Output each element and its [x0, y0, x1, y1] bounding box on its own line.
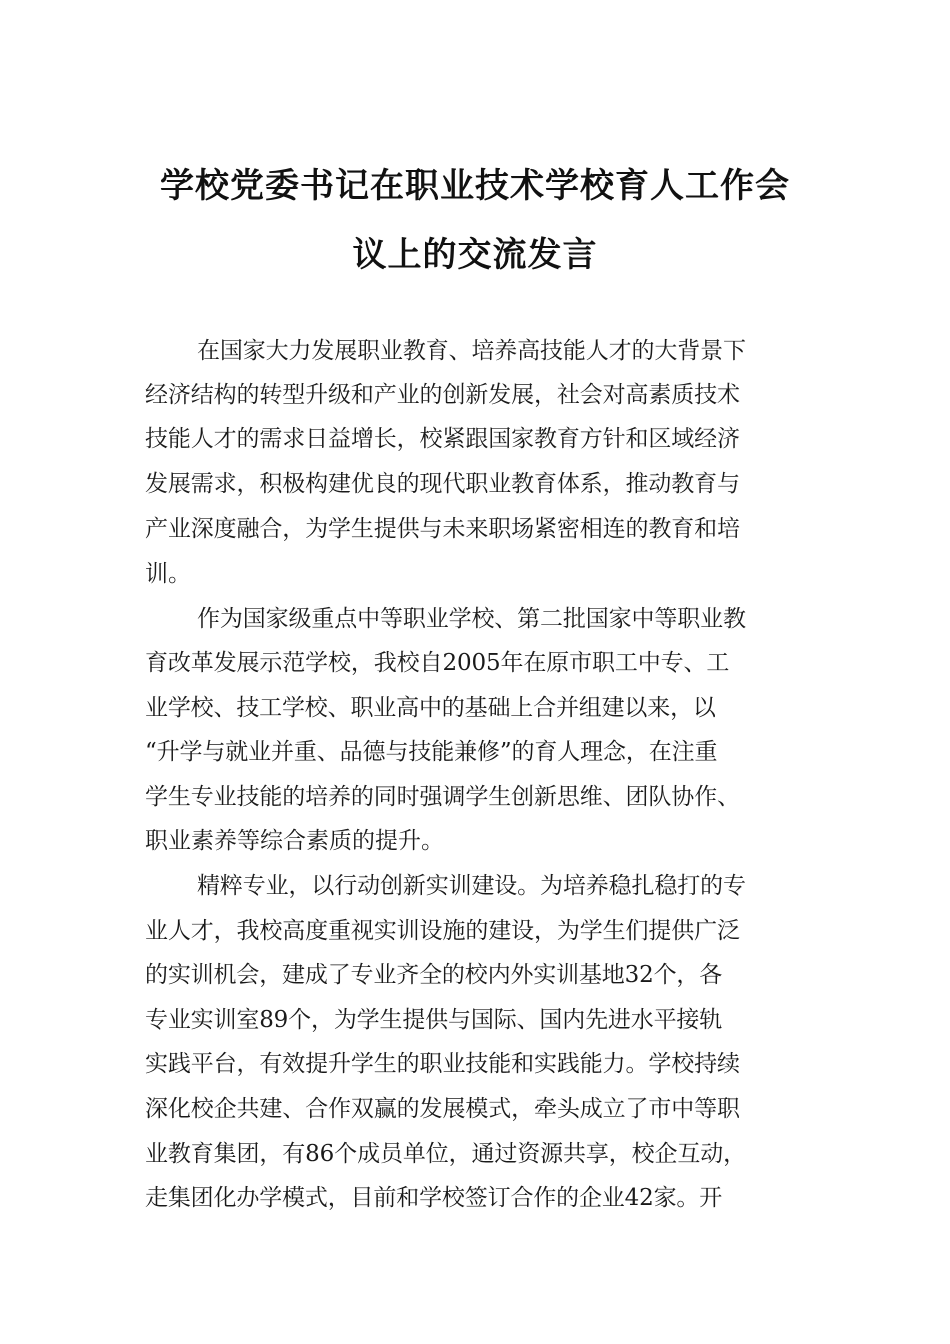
- paragraph-2-line-6: 职业素养等综合素质的提升。: [145, 828, 444, 854]
- paragraph-2-line-3: 业学校、技工学校、职业高中的基础上合并组建以来，以: [145, 695, 716, 721]
- paragraph-3-line-8: 走集团化办学模式，目前和学校签订合作的企业42家。开: [145, 1185, 723, 1211]
- paragraph-2-line-4: “升学与就业并重、品德与技能兼修”的育人理念，在注重: [145, 739, 718, 765]
- paragraph-2-line-5: 学生专业技能的培养的同时强调学生创新思维、团队协作、: [145, 784, 740, 810]
- paragraph-3-line-3: 的实训机会，建成了专业齐全的校内外实训基地32个，各: [145, 962, 723, 988]
- paragraph-2-line-1: 作为国家级重点中等职业学校、第二批国家中等职业教: [197, 606, 746, 632]
- paragraph-3-line-6: 深化校企共建、合作双赢的发展模式，牵头成立了市中等职: [145, 1096, 740, 1122]
- paragraph-1-line-5: 产业深度融合，为学生提供与未来职场紧密相连的教育和培: [145, 516, 740, 542]
- paragraph-3-line-5: 实践平台，有效提升学生的职业技能和实践能力。学校持续: [145, 1051, 740, 1077]
- document-title-line-1: 学校党委书记在职业技术学校育人工作会: [160, 166, 790, 206]
- document-title-line-2: 议上的交流发言: [352, 235, 598, 275]
- paragraph-3-line-4: 专业实训室89个，为学生提供与国际、国内先进水平接轨: [145, 1007, 723, 1033]
- paragraph-1-line-6: 训。: [145, 561, 191, 587]
- paragraph-1-line-1: 在国家大力发展职业教育、培养高技能人才的大背景下: [197, 338, 746, 364]
- paragraph-2-line-2: 育改革发展示范学校，我校自2005年在原市职工中专、工: [145, 650, 730, 676]
- paragraph-3-line-7: 业教育集团，有86个成员单位，通过资源共享，校企互动，: [145, 1141, 747, 1167]
- paragraph-1-line-2: 经济结构的转型升级和产业的创新发展，社会对高素质技术: [145, 382, 740, 408]
- paragraph-1-line-4: 发展需求，积极构建优良的现代职业教育体系，推动教育与: [145, 471, 740, 497]
- paragraph-3-line-2: 业人才，我校高度重视实训设施的建设，为学生们提供广泛: [145, 918, 740, 944]
- paragraph-3-line-1: 精粹专业，以行动创新实训建设。为培养稳扎稳打的专: [197, 873, 746, 899]
- paragraph-1-line-3: 技能人才的需求日益增长，校紧跟国家教育方针和区域经济: [145, 426, 740, 452]
